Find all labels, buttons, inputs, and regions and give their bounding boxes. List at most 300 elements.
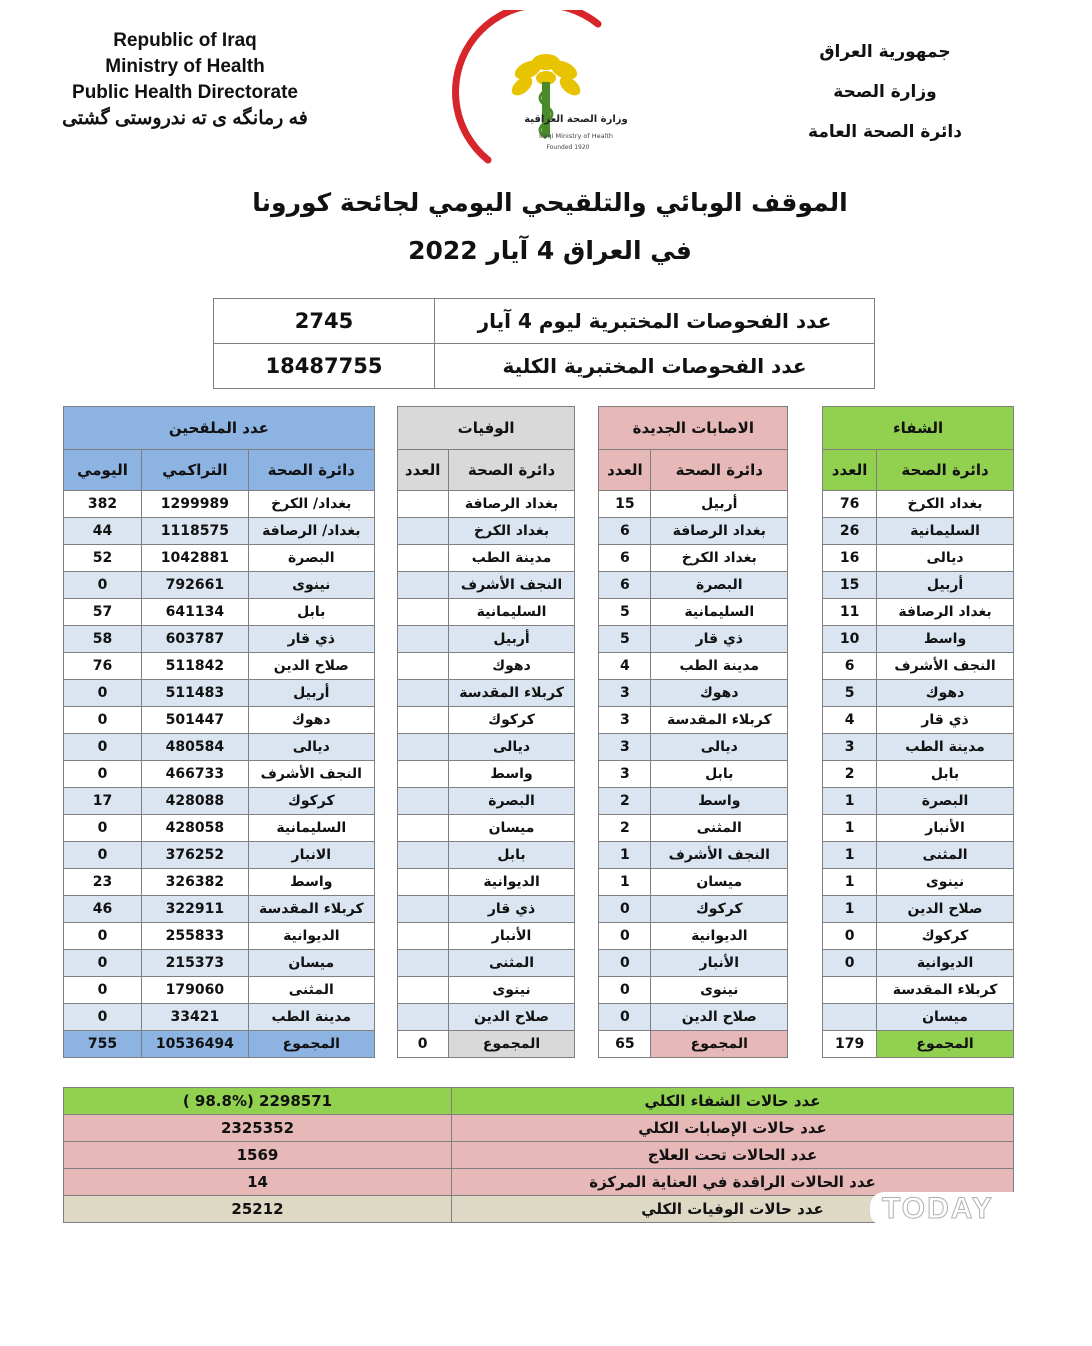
cell-vac-daily: 23 (64, 869, 142, 896)
column-gap (788, 788, 823, 815)
cell-case-directorate: ديالى (651, 734, 788, 761)
tests-row (214, 344, 875, 389)
cell-vac-daily: 0 (64, 950, 142, 977)
column-gap (374, 842, 397, 869)
total-recovery: 179 (823, 1031, 877, 1058)
table-row (64, 761, 1014, 788)
sub-rec-count: العدد (823, 450, 877, 491)
column-gap (788, 1031, 823, 1058)
cell-death-directorate: أربيل (448, 626, 575, 653)
column-gap (575, 707, 599, 734)
cell-rec-count: 11 (823, 599, 877, 626)
column-gap (374, 734, 397, 761)
cell-rec-count: 76 (823, 491, 877, 518)
column-gap (788, 599, 823, 626)
cell-death-count (397, 761, 448, 788)
cell-death-count (397, 734, 448, 761)
cell-case-directorate: السليمانية (651, 599, 788, 626)
table-row (64, 653, 1014, 680)
subheader-row (64, 450, 1014, 491)
cell-vac-daily: 0 (64, 815, 142, 842)
column-gap (374, 626, 397, 653)
cell-death-directorate: واسط (448, 761, 575, 788)
column-gap (575, 815, 599, 842)
cell-vac-directorate: نينوى (248, 572, 374, 599)
column-gap (374, 1031, 397, 1058)
cell-death-directorate: مدينة الطب (448, 545, 575, 572)
header-ar-directorate: دائرة الصحة العامة (808, 122, 962, 142)
cell-rec-directorate: كربلاء المقدسة (877, 977, 1014, 1004)
column-gap (788, 407, 823, 450)
column-gap (374, 680, 397, 707)
cell-death-count (397, 815, 448, 842)
column-gap (374, 950, 397, 977)
column-gap (374, 407, 397, 450)
table-row (64, 842, 1014, 869)
table-row (64, 896, 1014, 923)
cell-case-directorate: مدينة الطب (651, 653, 788, 680)
column-gap (374, 788, 397, 815)
cell-vac-directorate: ديالى (248, 734, 374, 761)
column-gap (374, 653, 397, 680)
cell-vac-directorate: كركوك (248, 788, 374, 815)
summary-value: 1569 (64, 1142, 452, 1169)
cell-case-count: 2 (599, 815, 651, 842)
cell-case-directorate: المثنى (651, 815, 788, 842)
cell-rec-directorate: صلاح الدين (877, 896, 1014, 923)
cell-case-count: 0 (599, 1004, 651, 1031)
cell-death-directorate: الديوانية (448, 869, 575, 896)
sub-case-directorate: دائرة الصحة (651, 450, 788, 491)
cell-rec-count (823, 977, 877, 1004)
column-gap (788, 977, 823, 1004)
cell-rec-directorate: نينوى (877, 869, 1014, 896)
header-ar-ministry: وزارة الصحة (833, 82, 937, 102)
sub-case-count: العدد (599, 450, 651, 491)
column-gap (575, 950, 599, 977)
column-gap (374, 869, 397, 896)
column-gap (788, 950, 823, 977)
cell-vac-daily: 0 (64, 680, 142, 707)
group-deaths: الوفيات (397, 407, 575, 450)
cell-case-count: 4 (599, 653, 651, 680)
summary-row (64, 1115, 1014, 1142)
cell-vac-daily: 58 (64, 626, 142, 653)
watermark: TODAY (870, 1192, 1016, 1226)
cell-vac-daily: 382 (64, 491, 142, 518)
cell-case-count: 2 (599, 788, 651, 815)
cell-death-directorate: البصرة (448, 788, 575, 815)
cell-rec-directorate: بابل (877, 761, 1014, 788)
total-vac-label: المجموع (248, 1031, 374, 1058)
table-row (64, 599, 1014, 626)
column-gap (575, 734, 599, 761)
cell-vac-daily: 0 (64, 977, 142, 1004)
column-gap (788, 545, 823, 572)
column-gap (575, 977, 599, 1004)
cell-death-count (397, 707, 448, 734)
column-gap (374, 977, 397, 1004)
summary-row (64, 1169, 1014, 1196)
cell-death-directorate: الأنبار (448, 923, 575, 950)
logo-founded-text: Founded 1920 (546, 144, 590, 151)
column-gap (575, 599, 599, 626)
cell-case-directorate: بغداد الرصافة (651, 518, 788, 545)
cell-case-count: 6 (599, 518, 651, 545)
cell-vac-daily: 0 (64, 1004, 142, 1031)
cell-death-count (397, 572, 448, 599)
cell-death-count (397, 491, 448, 518)
column-gap (575, 518, 599, 545)
column-gap (575, 1004, 599, 1031)
cell-vac-directorate: بغداد/ الرصافة (248, 518, 374, 545)
cell-case-count: 6 (599, 545, 651, 572)
summary-row (64, 1142, 1014, 1169)
cell-rec-count: 10 (823, 626, 877, 653)
cell-death-count (397, 950, 448, 977)
cell-rec-directorate: بغداد الكرخ (877, 491, 1014, 518)
cell-case-directorate: واسط (651, 788, 788, 815)
table-row (64, 950, 1014, 977)
header-directorate: Public Health Directorate (72, 82, 298, 103)
cell-case-directorate: ميسان (651, 869, 788, 896)
cell-vac-cumulative: 1042881 (141, 545, 248, 572)
cell-vac-directorate: بغداد/ الكرخ (248, 491, 374, 518)
cell-case-directorate: ذي قار (651, 626, 788, 653)
sub-vac-directorate: دائرة الصحة (248, 450, 374, 491)
table-row (64, 707, 1014, 734)
cell-vac-daily: 0 (64, 842, 142, 869)
cell-vac-cumulative: 255833 (141, 923, 248, 950)
column-gap (788, 518, 823, 545)
cell-death-directorate: ميسان (448, 815, 575, 842)
summary-label: عدد الحالات تحت العلاج (452, 1142, 1014, 1169)
cell-rec-directorate: أربيل (877, 572, 1014, 599)
column-gap (374, 491, 397, 518)
cell-death-directorate: السليمانية (448, 599, 575, 626)
total-cases-label: المجموع (651, 1031, 788, 1058)
cell-case-directorate: كركوك (651, 896, 788, 923)
table-row (64, 545, 1014, 572)
cell-vac-cumulative: 480584 (141, 734, 248, 761)
cell-case-directorate: أربيل (651, 491, 788, 518)
group-header-row (64, 407, 1014, 450)
tests-row (214, 299, 875, 344)
cell-case-directorate: بابل (651, 761, 788, 788)
summary-label: عدد حالات الإصابات الكلي (452, 1115, 1014, 1142)
logo-arabic-text: وزارة الصحة العراقية (524, 114, 628, 125)
cell-death-directorate: بغداد الكرخ (448, 518, 575, 545)
cell-case-directorate: الأنبار (651, 950, 788, 977)
cell-death-directorate: النجف الأشرف (448, 572, 575, 599)
cell-death-directorate: كربلاء المقدسة (448, 680, 575, 707)
table-row (64, 572, 1014, 599)
cell-case-count: 5 (599, 626, 651, 653)
column-gap (374, 761, 397, 788)
tests-total-value: 18487755 (214, 344, 435, 389)
cell-case-directorate: الديوانية (651, 923, 788, 950)
summary-value: 2325352 (64, 1115, 452, 1142)
cell-death-count (397, 545, 448, 572)
cell-vac-directorate: واسط (248, 869, 374, 896)
cell-vac-cumulative: 322911 (141, 896, 248, 923)
cell-vac-daily: 44 (64, 518, 142, 545)
cell-death-count (397, 842, 448, 869)
table-row (64, 788, 1014, 815)
cell-vac-cumulative: 376252 (141, 842, 248, 869)
cell-vac-cumulative: 511483 (141, 680, 248, 707)
header-country: Republic of Iraq (113, 30, 257, 51)
main-table (63, 406, 1014, 1058)
cell-death-count (397, 518, 448, 545)
column-gap (575, 842, 599, 869)
cell-vac-directorate: بابل (248, 599, 374, 626)
column-gap (575, 896, 599, 923)
cell-case-count: 15 (599, 491, 651, 518)
column-gap (575, 788, 599, 815)
column-gap (374, 545, 397, 572)
cell-vac-cumulative: 466733 (141, 761, 248, 788)
cell-death-directorate: المثنى (448, 950, 575, 977)
cell-death-count (397, 869, 448, 896)
report-subtitle: في العراق 4 آيار 2022 (408, 236, 692, 265)
cell-vac-directorate: مدينة الطب (248, 1004, 374, 1031)
table-row (64, 626, 1014, 653)
column-gap (575, 545, 599, 572)
cell-vac-cumulative: 641134 (141, 599, 248, 626)
cell-case-count: 0 (599, 923, 651, 950)
report-title: الموقف الوبائي والتلقيحي اليومي لجائحة كورونا (252, 188, 848, 217)
cell-vac-daily: 0 (64, 734, 142, 761)
cell-vac-directorate: الانبار (248, 842, 374, 869)
column-gap (788, 734, 823, 761)
column-gap (575, 653, 599, 680)
table-row (64, 923, 1014, 950)
cell-vac-directorate: المثنى (248, 977, 374, 1004)
cell-death-directorate: بابل (448, 842, 575, 869)
cell-rec-count: 15 (823, 572, 877, 599)
summary-row (64, 1088, 1014, 1115)
cell-rec-count: 5 (823, 680, 877, 707)
total-vac-daily: 755 (64, 1031, 142, 1058)
cell-death-directorate: كركوك (448, 707, 575, 734)
column-gap (374, 815, 397, 842)
column-gap (788, 707, 823, 734)
column-gap (374, 450, 397, 491)
cell-rec-directorate: كركوك (877, 923, 1014, 950)
cell-vac-directorate: ذي قار (248, 626, 374, 653)
cell-vac-cumulative: 179060 (141, 977, 248, 1004)
column-gap (575, 869, 599, 896)
cell-rec-directorate: ميسان (877, 1004, 1014, 1031)
cell-vac-directorate: البصرة (248, 545, 374, 572)
cell-rec-count: 6 (823, 653, 877, 680)
cell-rec-directorate: دهوك (877, 680, 1014, 707)
column-gap (575, 491, 599, 518)
cell-vac-daily: 57 (64, 599, 142, 626)
table-row (64, 815, 1014, 842)
cell-case-count: 1 (599, 869, 651, 896)
sub-daily: اليومي (64, 450, 142, 491)
cell-rec-count: 1 (823, 896, 877, 923)
total-vac-cumulative: 10536494 (141, 1031, 248, 1058)
cell-vac-cumulative: 1118575 (141, 518, 248, 545)
cell-case-directorate: بغداد الكرخ (651, 545, 788, 572)
sub-cumulative: التراكمي (141, 450, 248, 491)
column-gap (575, 680, 599, 707)
cell-death-count (397, 653, 448, 680)
column-gap (374, 518, 397, 545)
cell-death-directorate: ديالى (448, 734, 575, 761)
cell-rec-count: 1 (823, 815, 877, 842)
cell-vac-cumulative: 326382 (141, 869, 248, 896)
total-deaths: 0 (397, 1031, 448, 1058)
cell-vac-cumulative: 428058 (141, 815, 248, 842)
header-ar-country: جمهورية العراق (819, 42, 951, 62)
cell-death-directorate: صلاح الدين (448, 1004, 575, 1031)
table-row (64, 977, 1014, 1004)
tests-total-label: عدد الفحوصات المختبرية الكلية (435, 344, 875, 389)
cell-rec-directorate: البصرة (877, 788, 1014, 815)
cell-rec-directorate: واسط (877, 626, 1014, 653)
cell-vac-cumulative: 33421 (141, 1004, 248, 1031)
summary-label: عدد حالات الوفيات الكلي (452, 1196, 1014, 1223)
cell-case-directorate: النجف الأشرف (651, 842, 788, 869)
sub-rec-directorate: دائرة الصحة (877, 450, 1014, 491)
cell-case-directorate: كربلاء المقدسة (651, 707, 788, 734)
cell-case-count: 3 (599, 680, 651, 707)
column-gap (374, 572, 397, 599)
cell-case-count: 5 (599, 599, 651, 626)
cell-vac-directorate: الديوانية (248, 923, 374, 950)
cell-vac-directorate: دهوك (248, 707, 374, 734)
cell-vac-directorate: كربلاء المقدسة (248, 896, 374, 923)
cell-vac-directorate: صلاح الدين (248, 653, 374, 680)
cell-case-count: 3 (599, 761, 651, 788)
cell-rec-directorate: النجف الأشرف (877, 653, 1014, 680)
cell-vac-daily: 0 (64, 572, 142, 599)
cell-vac-cumulative: 215373 (141, 950, 248, 977)
table-row (64, 734, 1014, 761)
cell-case-count: 1 (599, 842, 651, 869)
cell-death-directorate: بغداد الرصافة (448, 491, 575, 518)
cell-case-count: 0 (599, 977, 651, 1004)
cell-vac-cumulative: 511842 (141, 653, 248, 680)
cell-vac-directorate: السليمانية (248, 815, 374, 842)
cell-vac-cumulative: 428088 (141, 788, 248, 815)
cell-rec-count: 3 (823, 734, 877, 761)
cell-case-directorate: صلاح الدين (651, 1004, 788, 1031)
column-gap (788, 450, 823, 491)
cell-rec-directorate: ديالى (877, 545, 1014, 572)
cell-rec-count: 16 (823, 545, 877, 572)
cell-rec-count: 4 (823, 707, 877, 734)
group-vaccinated: عدد الملقحين (64, 407, 375, 450)
summary-value: ( 98.8%) 2298571 (64, 1088, 452, 1115)
column-gap (788, 842, 823, 869)
cell-death-directorate: ذي قار (448, 896, 575, 923)
sub-death-count: العدد (397, 450, 448, 491)
cell-vac-cumulative: 501447 (141, 707, 248, 734)
tests-table (213, 298, 875, 389)
column-gap (575, 1031, 599, 1058)
column-gap (575, 572, 599, 599)
total-cases: 65 (599, 1031, 651, 1058)
cell-vac-daily: 0 (64, 761, 142, 788)
cell-death-count (397, 977, 448, 1004)
tests-daily-label: عدد الفحوصات المختبرية ليوم 4 آيار (435, 299, 875, 344)
ministry-logo (448, 10, 648, 175)
cell-vac-directorate: ميسان (248, 950, 374, 977)
cell-death-count (397, 1004, 448, 1031)
column-gap (788, 653, 823, 680)
column-gap (788, 572, 823, 599)
column-gap (788, 896, 823, 923)
cell-rec-count (823, 1004, 877, 1031)
summary-label: عدد حالات الشفاء الكلي (452, 1088, 1014, 1115)
cell-rec-count: 1 (823, 869, 877, 896)
cell-rec-count: 0 (823, 923, 877, 950)
column-gap (788, 626, 823, 653)
summary-value: 25212 (64, 1196, 452, 1223)
column-gap (374, 599, 397, 626)
cell-rec-count: 0 (823, 950, 877, 977)
column-gap (374, 923, 397, 950)
cell-rec-directorate: مدينة الطب (877, 734, 1014, 761)
data-rows (64, 491, 1014, 1031)
column-gap (788, 869, 823, 896)
summary-value: 14 (64, 1169, 452, 1196)
cell-vac-daily: 17 (64, 788, 142, 815)
column-gap (575, 761, 599, 788)
cell-rec-directorate: ذي قار (877, 707, 1014, 734)
column-gap (575, 923, 599, 950)
cell-death-count (397, 788, 448, 815)
cell-vac-cumulative: 792661 (141, 572, 248, 599)
column-gap (788, 680, 823, 707)
summary-label: عدد الحالات الراقدة في العناية المركزة (452, 1169, 1014, 1196)
cell-death-count (397, 923, 448, 950)
cell-death-count (397, 626, 448, 653)
table-row (64, 869, 1014, 896)
group-new-cases: الاصابات الجديدة (599, 407, 788, 450)
sub-death-directorate: دائرة الصحة (448, 450, 575, 491)
cell-case-count: 3 (599, 707, 651, 734)
cell-case-directorate: نينوى (651, 977, 788, 1004)
cell-vac-directorate: النجف الأشرف (248, 761, 374, 788)
cell-vac-daily: 76 (64, 653, 142, 680)
table-row (64, 680, 1014, 707)
cell-rec-directorate: السليمانية (877, 518, 1014, 545)
column-gap (788, 923, 823, 950)
cell-case-count: 0 (599, 896, 651, 923)
cell-death-count (397, 599, 448, 626)
column-gap (575, 626, 599, 653)
header-english-block (60, 28, 310, 132)
column-gap (788, 761, 823, 788)
column-gap (575, 450, 599, 491)
column-gap (374, 1004, 397, 1031)
cell-vac-directorate: أربيل (248, 680, 374, 707)
column-gap (788, 491, 823, 518)
tests-daily-value: 2745 (214, 299, 435, 344)
logo-english-text: Iraqi Ministry of Health (538, 132, 614, 140)
cell-rec-count: 1 (823, 788, 877, 815)
cell-rec-count: 26 (823, 518, 877, 545)
totals-row (64, 1031, 1014, 1058)
cell-case-directorate: البصرة (651, 572, 788, 599)
header-ministry: Ministry of Health (105, 56, 265, 77)
